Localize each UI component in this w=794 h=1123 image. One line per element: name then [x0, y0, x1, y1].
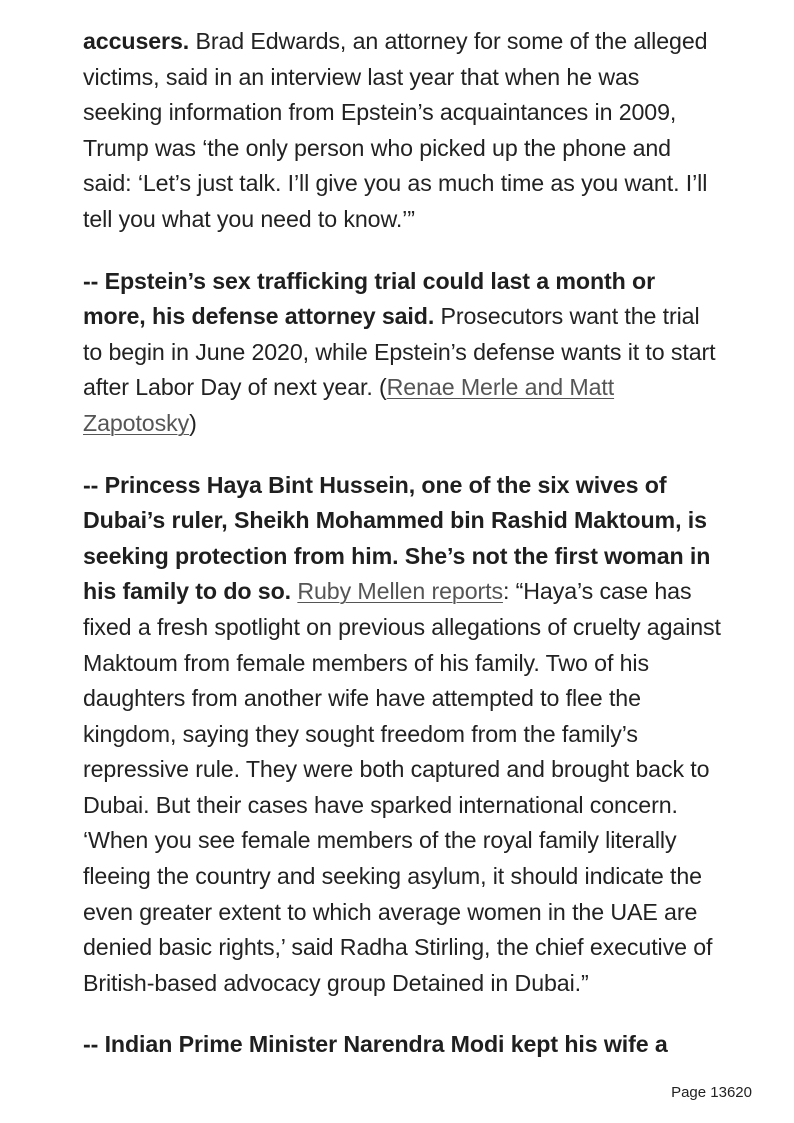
paragraph-text: : “Haya’s case has fixed a fresh spotlight on previous allegations of cruelty against Maktoum from female members of his family. Two of his daughters from another wife have attempted to flee the kingdom, saying they sought freedom from the family’s repressive rule. They were both captured and brought back to Dubai. But their cases have sparked international concern. ‘When you see female members of the royal family literally fleeing the country and seeking asylum, it should indicate the even greater extent to which average women in the UAE are denied basic rights,’ said Radha Stirling, the chief executive of British-based advocacy group Detained in Dubai.”: [83, 578, 721, 996]
paragraph-lead: -- Epstein’s sex trafficking trial could last a month or more, his defense attorney said.: [83, 267, 656, 330]
paragraph-lead: -- Indian Prime Minister Narendra Modi kept his wife a: [83, 1031, 668, 1058]
paragraph-lead: -- Princess Haya Bint Hussein, one of the six wives of Dubai’s ruler, Sheikh Mohammed bin Rashid Maktoum, is seeking protection from him. She’s not the first woman in his family to do so.: [83, 471, 711, 605]
paragraph-text-closing: ): [189, 409, 197, 436]
author-link-ruby-mellen[interactable]: Ruby Mellen reports: [297, 578, 503, 605]
paragraph-accusers: [83, 24, 723, 238]
paragraph-text: Brad Edwards, an attorney for some of the alleged victims, said in an interview last year that when he was seeking information from Epstein’s acquaintances in 2009, Trump was ‘the only person who picked up the phone and said: ‘Let’s just talk. I’ll give you as much time as you want. I’ll tell you what you need to know.’”: [83, 28, 708, 232]
paragraph-epstein-trial: [83, 264, 723, 442]
author-link-merle-zapotosky[interactable]: Renae Merle and Matt Zapotosky: [83, 374, 615, 436]
page-number: Page 13620: [671, 1084, 752, 1101]
paragraph-princess-haya: [83, 468, 723, 1002]
paragraph-text: Prosecutors want the trial to begin in June 2020, while Epstein’s defense wants it to start after Labor Day of next year. (: [83, 303, 716, 401]
paragraph-lead: accusers.: [83, 28, 190, 54]
paragraph-modi: [83, 1027, 723, 1063]
article-body: [83, 24, 723, 1063]
